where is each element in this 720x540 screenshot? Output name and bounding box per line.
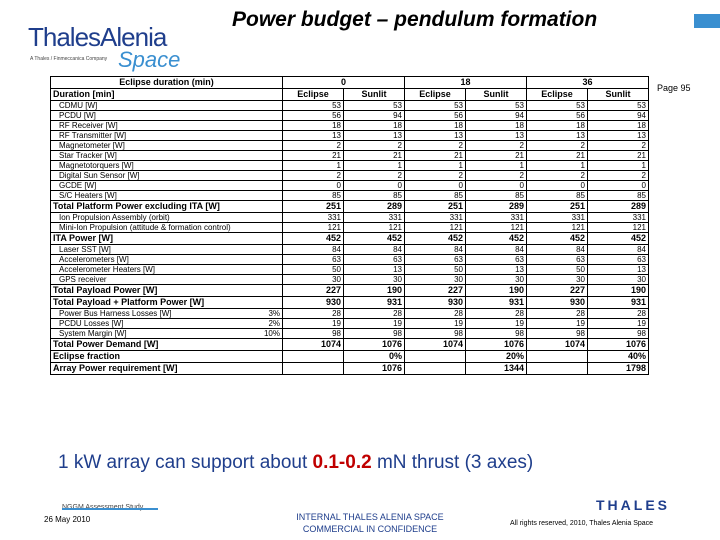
- row-label: RF Transmitter [W]: [51, 131, 251, 141]
- row-value: 331: [405, 213, 466, 223]
- row-value: 121: [405, 223, 466, 233]
- row-value: 98: [405, 329, 466, 339]
- row-value: 18: [466, 121, 527, 131]
- row-label: Power Bus Harness Losses [W]: [51, 309, 251, 319]
- row-value: 0: [527, 181, 588, 191]
- row-value: 18: [283, 121, 344, 131]
- row-value: 1076: [344, 339, 405, 351]
- row-value: 28: [283, 309, 344, 319]
- row-value: 28: [405, 309, 466, 319]
- row-value: 251: [405, 201, 466, 213]
- table-row: [51, 285, 649, 297]
- row-value: 121: [588, 223, 649, 233]
- row-value: 53: [527, 101, 588, 111]
- row-value: 289: [588, 201, 649, 213]
- note-text-before: 1 kW array can support about: [58, 452, 313, 473]
- row-value: 28: [588, 309, 649, 319]
- table-row: [51, 191, 649, 201]
- row-value: 13: [527, 131, 588, 141]
- row-value: 452: [466, 233, 527, 245]
- power-budget-table: [50, 76, 649, 375]
- table-row: [51, 131, 649, 141]
- row-value: [527, 363, 588, 375]
- row-value: 227: [405, 285, 466, 297]
- row-value: 28: [527, 309, 588, 319]
- row-value: 30: [283, 275, 344, 285]
- header-col-4: Eclipse: [527, 89, 588, 101]
- row-label: Total Platform Power excluding ITA [W]: [51, 201, 251, 213]
- row-value: [527, 351, 588, 363]
- footer-classification: [270, 511, 470, 535]
- row-value: 1074: [527, 339, 588, 351]
- header-col-5: Sunlit: [588, 89, 649, 101]
- row-value: 85: [588, 191, 649, 201]
- row-value: 2: [405, 141, 466, 151]
- row-value: 452: [588, 233, 649, 245]
- row-percent: [251, 285, 283, 297]
- row-value: 18: [344, 121, 405, 131]
- row-percent: [251, 245, 283, 255]
- row-percent: [251, 233, 283, 245]
- table-header-row: [51, 77, 649, 89]
- row-value: 94: [344, 111, 405, 121]
- row-percent: [251, 191, 283, 201]
- row-value: 331: [344, 213, 405, 223]
- row-value: 21: [527, 151, 588, 161]
- logo-brand: ThalesAlenia: [28, 22, 167, 52]
- table-row: [51, 351, 649, 363]
- row-percent: 2%: [251, 319, 283, 329]
- row-value: 121: [466, 223, 527, 233]
- row-label: Total Payload Power [W]: [51, 285, 251, 297]
- row-percent: [251, 181, 283, 191]
- row-value: 2: [283, 171, 344, 181]
- thales-alenia-logo: [22, 22, 192, 72]
- row-value: 0: [588, 181, 649, 191]
- row-value: 0: [283, 181, 344, 191]
- row-value: 13: [466, 131, 527, 141]
- row-percent: [251, 161, 283, 171]
- table-row: [51, 319, 649, 329]
- row-value: [405, 363, 466, 375]
- row-value: 18: [527, 121, 588, 131]
- row-value: 2: [466, 171, 527, 181]
- row-value: 931: [588, 297, 649, 309]
- row-value: 1344: [466, 363, 527, 375]
- row-value: 121: [527, 223, 588, 233]
- conclusion-note: [58, 452, 533, 474]
- row-label: Accelerometers [W]: [51, 255, 251, 265]
- table-row: [51, 233, 649, 245]
- row-value: 85: [344, 191, 405, 201]
- row-value: 94: [588, 111, 649, 121]
- row-value: 2: [344, 141, 405, 151]
- row-value: 20%: [466, 351, 527, 363]
- row-value: 18: [405, 121, 466, 131]
- row-value: 13: [283, 131, 344, 141]
- row-value: 13: [344, 131, 405, 141]
- row-value: 2: [527, 171, 588, 181]
- table-row: [51, 181, 649, 191]
- table-row: [51, 265, 649, 275]
- row-percent: 3%: [251, 309, 283, 319]
- row-value: 21: [466, 151, 527, 161]
- header-group-0: 0: [283, 77, 405, 89]
- row-value: [405, 351, 466, 363]
- table-row: [51, 223, 649, 233]
- classification-line-2: COMMERCIAL IN CONFIDENCE: [302, 524, 438, 534]
- row-value: 1: [588, 161, 649, 171]
- row-percent: [251, 121, 283, 131]
- row-value: 53: [344, 101, 405, 111]
- row-value: 452: [283, 233, 344, 245]
- header-duration-label: Duration [min]: [51, 89, 283, 101]
- row-label: RF Receiver [W]: [51, 121, 251, 131]
- row-value: 331: [588, 213, 649, 223]
- row-value: 28: [466, 309, 527, 319]
- row-percent: 10%: [251, 329, 283, 339]
- row-value: 56: [283, 111, 344, 121]
- row-value: 28: [344, 309, 405, 319]
- row-value: 63: [527, 255, 588, 265]
- row-percent: [251, 297, 283, 309]
- row-value: 18: [588, 121, 649, 131]
- row-percent: [251, 101, 283, 111]
- table-row: [51, 255, 649, 265]
- row-percent: [251, 339, 283, 351]
- row-value: 50: [527, 265, 588, 275]
- footer-rights: All rights reserved, 2010, Thales Alenia Space: [510, 520, 654, 527]
- row-value: 190: [588, 285, 649, 297]
- row-value: 931: [344, 297, 405, 309]
- page-title: Power budget – pendulum formation: [232, 8, 598, 31]
- row-value: 30: [466, 275, 527, 285]
- row-value: 227: [527, 285, 588, 297]
- row-label: GPS receiver: [51, 275, 251, 285]
- corner-accent: [694, 14, 720, 28]
- row-value: 21: [405, 151, 466, 161]
- row-label: GCDE [W]: [51, 181, 251, 191]
- row-value: 1: [344, 161, 405, 171]
- row-label: Eclipse fraction: [51, 351, 251, 363]
- table-header-row: [51, 89, 649, 101]
- row-value: 331: [466, 213, 527, 223]
- row-value: 930: [405, 297, 466, 309]
- row-value: 1: [405, 161, 466, 171]
- table-row: [51, 363, 649, 375]
- row-percent: [251, 171, 283, 181]
- row-value: 98: [527, 329, 588, 339]
- row-value: 19: [344, 319, 405, 329]
- row-value: 1: [527, 161, 588, 171]
- row-label: Laser SST [W]: [51, 245, 251, 255]
- header-group-2: 36: [527, 77, 649, 89]
- row-value: [283, 351, 344, 363]
- note-highlight: 0.1-0.2: [312, 452, 372, 473]
- row-value: 56: [405, 111, 466, 121]
- footer-divider: [62, 508, 158, 510]
- row-value: 452: [405, 233, 466, 245]
- row-percent: [251, 131, 283, 141]
- row-value: 1: [466, 161, 527, 171]
- row-label: Digital Sun Sensor [W]: [51, 171, 251, 181]
- row-value: 13: [466, 265, 527, 275]
- row-label: Total Power Demand [W]: [51, 339, 251, 351]
- table-row: [51, 297, 649, 309]
- row-value: 85: [527, 191, 588, 201]
- row-value: 98: [344, 329, 405, 339]
- page-number: Page 95: [657, 83, 691, 93]
- row-value: [283, 363, 344, 375]
- row-label: Magnetotorquers [W]: [51, 161, 251, 171]
- row-label: Array Power requirement [W]: [51, 363, 251, 375]
- row-percent: [251, 223, 283, 233]
- row-value: 930: [283, 297, 344, 309]
- row-value: 30: [527, 275, 588, 285]
- row-label: Magnetometer [W]: [51, 141, 251, 151]
- header-col-0: Eclipse: [283, 89, 344, 101]
- row-percent: [251, 351, 283, 363]
- row-value: 84: [588, 245, 649, 255]
- row-value: 1074: [405, 339, 466, 351]
- row-value: 63: [588, 255, 649, 265]
- footer-date: 26 May 2010: [44, 515, 91, 524]
- row-value: 63: [283, 255, 344, 265]
- classification-line-1: INTERNAL THALES ALENIA SPACE: [296, 512, 444, 522]
- row-percent: [251, 151, 283, 161]
- logo-tagline: A Thales / Finmeccanica Company: [30, 56, 108, 62]
- row-label: Total Payload + Platform Power [W]: [51, 297, 251, 309]
- row-value: 1076: [344, 363, 405, 375]
- row-value: 94: [466, 111, 527, 121]
- header-col-3: Sunlit: [466, 89, 527, 101]
- row-value: 53: [283, 101, 344, 111]
- row-value: 21: [588, 151, 649, 161]
- row-label: CDMU [W]: [51, 101, 251, 111]
- row-label: ITA Power [W]: [51, 233, 251, 245]
- row-label: PCDU Losses [W]: [51, 319, 251, 329]
- row-value: 121: [283, 223, 344, 233]
- row-value: 331: [527, 213, 588, 223]
- row-value: 30: [405, 275, 466, 285]
- row-value: 21: [283, 151, 344, 161]
- table-row: [51, 101, 649, 111]
- row-value: 19: [527, 319, 588, 329]
- row-value: 19: [283, 319, 344, 329]
- table-row: [51, 275, 649, 285]
- row-value: 40%: [588, 351, 649, 363]
- row-value: 84: [344, 245, 405, 255]
- row-value: 98: [466, 329, 527, 339]
- row-value: 50: [405, 265, 466, 275]
- table-row: [51, 213, 649, 223]
- row-percent: [251, 213, 283, 223]
- row-value: 2: [283, 141, 344, 151]
- row-value: 84: [283, 245, 344, 255]
- row-value: 227: [283, 285, 344, 297]
- row-value: 1076: [588, 339, 649, 351]
- table-row: [51, 245, 649, 255]
- row-value: 84: [527, 245, 588, 255]
- table-row: [51, 111, 649, 121]
- header-col-1: Sunlit: [344, 89, 405, 101]
- table-row: [51, 161, 649, 171]
- row-value: 98: [283, 329, 344, 339]
- row-value: 331: [283, 213, 344, 223]
- row-percent: [251, 255, 283, 265]
- row-label: Accelerometer Heaters [W]: [51, 265, 251, 275]
- row-value: 289: [344, 201, 405, 213]
- row-label: Mini-Ion Propulsion (attitude & formation control): [51, 223, 251, 233]
- row-label: PCDU [W]: [51, 111, 251, 121]
- row-value: 1076: [466, 339, 527, 351]
- row-value: 0: [405, 181, 466, 191]
- row-value: 251: [283, 201, 344, 213]
- row-value: 13: [344, 265, 405, 275]
- row-value: 13: [588, 265, 649, 275]
- row-value: 2: [588, 141, 649, 151]
- row-value: 0: [466, 181, 527, 191]
- row-value: 63: [344, 255, 405, 265]
- table-row: [51, 171, 649, 181]
- row-value: 30: [588, 275, 649, 285]
- thales-logo: THALES: [596, 497, 670, 513]
- row-label: System Margin [W]: [51, 329, 251, 339]
- row-value: 1074: [283, 339, 344, 351]
- row-value: 63: [405, 255, 466, 265]
- header-eclipse-duration-label: Eclipse duration (min): [51, 77, 283, 89]
- note-text-after: mN thrust (3 axes): [371, 452, 534, 473]
- row-value: 63: [466, 255, 527, 265]
- table-row: [51, 121, 649, 131]
- row-value: 13: [405, 131, 466, 141]
- row-percent: [251, 201, 283, 213]
- row-value: 85: [405, 191, 466, 201]
- row-percent: [251, 265, 283, 275]
- row-value: 190: [344, 285, 405, 297]
- row-value: 2: [588, 171, 649, 181]
- row-percent: [251, 275, 283, 285]
- row-value: 21: [344, 151, 405, 161]
- row-value: 0%: [344, 351, 405, 363]
- table-row: [51, 141, 649, 151]
- row-value: 251: [527, 201, 588, 213]
- row-value: 84: [466, 245, 527, 255]
- table-row: [51, 309, 649, 319]
- row-value: 2: [466, 141, 527, 151]
- row-value: 930: [527, 297, 588, 309]
- row-label: Star Tracker [W]: [51, 151, 251, 161]
- row-value: 56: [527, 111, 588, 121]
- table-row: [51, 201, 649, 213]
- row-value: 85: [283, 191, 344, 201]
- row-value: 50: [283, 265, 344, 275]
- row-value: 19: [466, 319, 527, 329]
- table-row: [51, 151, 649, 161]
- row-value: 931: [466, 297, 527, 309]
- row-value: 0: [344, 181, 405, 191]
- row-value: 19: [405, 319, 466, 329]
- header-group-1: 18: [405, 77, 527, 89]
- row-value: 2: [527, 141, 588, 151]
- row-value: 452: [527, 233, 588, 245]
- logo-space: Space: [118, 47, 181, 72]
- row-value: 452: [344, 233, 405, 245]
- row-percent: [251, 111, 283, 121]
- row-value: 1: [283, 161, 344, 171]
- row-value: 19: [588, 319, 649, 329]
- row-value: 2: [344, 171, 405, 181]
- table-row: [51, 329, 649, 339]
- row-value: 2: [405, 171, 466, 181]
- row-value: 1798: [588, 363, 649, 375]
- row-value: 289: [466, 201, 527, 213]
- row-value: 121: [344, 223, 405, 233]
- row-value: 30: [344, 275, 405, 285]
- row-percent: [251, 141, 283, 151]
- row-value: 84: [405, 245, 466, 255]
- row-value: 85: [466, 191, 527, 201]
- row-value: 13: [588, 131, 649, 141]
- row-label: S/C Heaters [W]: [51, 191, 251, 201]
- row-value: 98: [588, 329, 649, 339]
- table-row: [51, 339, 649, 351]
- header-col-2: Eclipse: [405, 89, 466, 101]
- row-label: Ion Propulsion Assembly (orbit): [51, 213, 251, 223]
- row-value: 53: [405, 101, 466, 111]
- row-value: 190: [466, 285, 527, 297]
- row-value: 53: [588, 101, 649, 111]
- row-percent: [251, 363, 283, 375]
- row-value: 53: [466, 101, 527, 111]
